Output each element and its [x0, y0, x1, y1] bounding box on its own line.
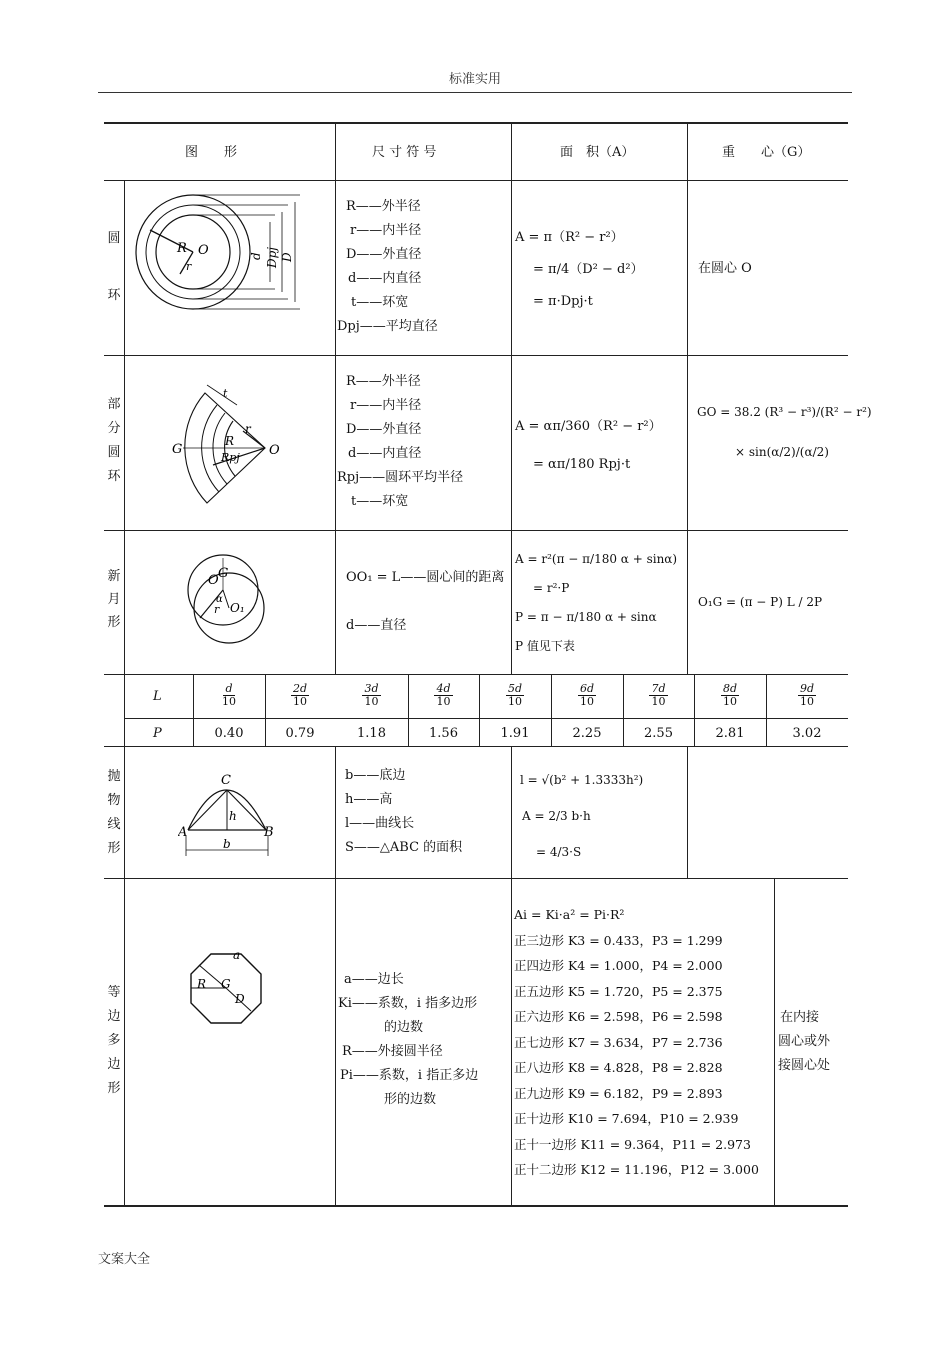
row-name-crescent	[106, 570, 122, 640]
ring-figure	[130, 190, 330, 315]
partial-ring-symbol: R——外半径	[346, 374, 421, 389]
polygon-symbol: Pi——系数，i 指正多边	[340, 1068, 479, 1083]
row-name-text	[106, 986, 122, 1095]
svg-text:D: D	[280, 252, 294, 262]
row-name-partial-ring	[106, 398, 122, 488]
p-table-P-cell: 1.56	[429, 726, 458, 741]
ring-symbols	[337, 195, 438, 339]
partial-ring-area	[515, 408, 662, 484]
p-table-P-cell: 1.91	[500, 726, 530, 741]
parabola-area-line: l = √(b² + 1.3333h²)	[520, 773, 644, 787]
row-rule	[124, 718, 848, 719]
polygon-symbols	[338, 968, 478, 1112]
svg-text:t: t	[223, 387, 228, 400]
ring-area-line: = π/4（D² − d²）	[533, 262, 644, 277]
row-name-char: 多	[107, 1033, 121, 1048]
p-table-L-cell: 2d 10	[292, 682, 308, 708]
svg-text:A: A	[178, 825, 188, 840]
row-name-text	[106, 232, 122, 302]
crescent-symbol: OO₁ = L——圆心间的距离	[346, 570, 505, 585]
row-name-char: 边	[107, 1009, 121, 1024]
row-name-char: 圆	[107, 231, 121, 246]
parabola-symbol: h——高	[345, 792, 393, 807]
ring-symbol: d——内直径	[348, 271, 422, 286]
svg-text:α: α	[216, 594, 223, 605]
p-table-P-cell: 3.02	[792, 726, 822, 741]
parabola-symbol: l——曲线长	[345, 816, 415, 831]
ring-symbol: Dpj——平均直径	[337, 319, 438, 334]
svg-text:b: b	[223, 837, 231, 851]
partial-ring-area-line: = απ/180 Rpj·t	[533, 457, 631, 472]
row-name-text	[106, 770, 122, 855]
partial-ring-symbol: d——内直径	[348, 446, 422, 461]
p-table-P-cell: 2.81	[715, 726, 745, 741]
parabola-figure	[178, 770, 278, 860]
p-table-L-label: L	[153, 689, 162, 704]
col-header-symbols: 尺 寸 符 号	[372, 145, 437, 160]
row-name-char: 形	[107, 841, 121, 856]
page-header: 标准实用	[448, 72, 501, 87]
partial-ring-centroid-line: × sin(α/2)/(α/2)	[735, 445, 829, 459]
polygon-symbol: Ki——系数，i 指多边形	[338, 996, 478, 1011]
p-table-P-cell: 2.55	[644, 726, 673, 741]
col-rule	[511, 122, 512, 674]
col-rule	[335, 746, 336, 1205]
polygon-centroid-line: 接圆心处	[778, 1058, 831, 1073]
table-bottom-rule	[104, 1205, 848, 1207]
p-table-P-cell: 0.40	[214, 726, 244, 741]
row-name-polygon	[106, 986, 122, 1096]
partial-ring-symbol: Rpj——圆环平均半径	[337, 470, 464, 485]
row-rule	[104, 674, 848, 675]
ring-symbol: R——外半径	[346, 199, 421, 214]
row-name-char: 形	[107, 1081, 121, 1096]
svg-text:Rpj: Rpj	[221, 451, 240, 464]
svg-text:Dpj: Dpj	[265, 246, 279, 268]
polygon-area-line: 正十边形 K10 = 7.694，P10 = 2.939	[514, 1111, 739, 1126]
polygon-centroid-line: 在内接	[780, 1010, 820, 1025]
row-name-char: 等	[107, 985, 121, 1000]
parabola-area-line: A = 2/3 b·h	[522, 809, 591, 823]
ring-centroid: 在圆心 O	[698, 261, 752, 276]
col-rule	[335, 122, 336, 674]
svg-text:O: O	[198, 243, 209, 258]
polygon-symbol: 形的边数	[384, 1092, 437, 1107]
svg-text:d: d	[249, 252, 263, 260]
ring-symbol: t——环宽	[351, 295, 409, 310]
svg-text:O: O	[208, 573, 219, 588]
partial-ring-symbol: t——环宽	[351, 494, 409, 509]
polygon-symbol: 的边数	[384, 1020, 424, 1035]
polygon-figure	[185, 945, 275, 1035]
svg-text:a: a	[233, 948, 241, 962]
polygon-area-line: 正十二边形 K12 = 11.196，P12 = 3.000	[514, 1162, 759, 1177]
polygon-area-line: 正五边形 K5 = 1.720，P5 = 2.375	[514, 983, 723, 999]
col-rule	[511, 746, 512, 1205]
p-table-L-cell: 8d 10	[722, 682, 738, 708]
crescent-area-line: P 值见下表	[515, 639, 575, 653]
svg-text:G: G	[221, 977, 231, 991]
crescent-area	[515, 545, 677, 661]
polygon-area-line: 正四边形 K4 = 1.000，P4 = 2.000	[514, 958, 723, 973]
svg-text:r: r	[214, 603, 220, 616]
col-header-shape: 图 形	[185, 145, 238, 160]
p-table-L-cell: 9d 10	[799, 682, 815, 708]
p-table-L-cell: 3d 10	[364, 682, 379, 708]
row-rule	[104, 530, 848, 531]
parabola-symbol: S——△ABC 的面积	[345, 840, 463, 855]
crescent-area-line: A = r²(π − π/180 α + sinα)	[515, 552, 678, 566]
svg-text:G: G	[218, 566, 229, 581]
polygon-area-line: 正六边形 K6 = 2.598，P6 = 2.598	[514, 1009, 723, 1024]
row-rule	[104, 355, 848, 356]
partial-ring-symbol: D——外直径	[346, 422, 422, 437]
polygon-symbol: a——边长	[344, 972, 404, 987]
row-name-char: 物	[107, 793, 121, 808]
polygon-symbol: R——外接圆半径	[342, 1044, 443, 1059]
svg-text:r: r	[245, 422, 251, 436]
row-name-char: 线	[107, 817, 121, 832]
crescent-area-line: = r²·P	[533, 581, 570, 595]
col-header-area: 面 积（A）	[560, 145, 635, 160]
crescent-symbol: d——直径	[346, 618, 407, 633]
svg-text:R: R	[177, 241, 187, 256]
table-top-rule	[104, 122, 848, 124]
polygon-area-line: 正八边形 K8 = 4.828，P8 = 2.828	[514, 1060, 723, 1075]
ring-area-line: = π·Dpj·t	[533, 294, 593, 309]
row-name-char: 新	[107, 569, 121, 584]
ring-area	[515, 222, 644, 318]
p-table-L-cell: 6d 10	[579, 682, 595, 708]
ring-area-line: A = π（R² − r²）	[515, 230, 624, 245]
crescent-figure	[180, 548, 280, 653]
col-rule	[687, 122, 688, 674]
row-name-parabola	[106, 770, 122, 860]
polygon-area-line: 正七边形 K7 = 3.634，P7 = 2.736	[514, 1034, 723, 1050]
col-rule	[774, 878, 775, 1205]
p-table-L-cell: 4d 10	[436, 682, 451, 708]
row-name-char: 圆	[107, 445, 121, 460]
svg-text:O: O	[269, 443, 280, 458]
page-footer: 文案大全	[98, 1252, 151, 1267]
ring-symbol: r——内半径	[350, 223, 422, 238]
polygon-area-line: 正九边形 K9 = 6.182，P9 = 2.893	[514, 1085, 723, 1101]
crescent-symbols	[346, 566, 504, 638]
row-name-char: 边	[107, 1057, 121, 1072]
partial-ring-centroid-line: GO = 38.2 (R³ − r³)/(R² − r²)	[697, 405, 872, 419]
parabola-area	[520, 762, 643, 870]
crescent-area-line: P = π − π/180 α + sinα	[515, 610, 657, 624]
svg-text:R: R	[197, 977, 207, 991]
polygon-centroid-line: 圆心或外	[778, 1034, 831, 1049]
polygon-area	[514, 902, 759, 1183]
row-name-text	[106, 398, 122, 483]
col-rule	[687, 746, 688, 878]
p-table-P-label: P	[153, 726, 162, 741]
parabola-area-line: = 4/3·S	[536, 845, 582, 859]
p-table-P-cell: 2.25	[572, 726, 602, 741]
p-table-P-cell: 0.79	[285, 726, 315, 741]
svg-text:O₁: O₁	[230, 601, 245, 615]
p-table-L-cell: 7d 10	[651, 682, 666, 708]
row-name-char: 环	[107, 288, 121, 303]
svg-text:r: r	[186, 260, 192, 273]
row-name-char: 分	[107, 421, 121, 436]
row-rule	[104, 878, 848, 879]
row-name-text	[106, 570, 122, 629]
parabola-symbol: b——底边	[345, 768, 406, 783]
col-rule	[124, 180, 125, 1205]
svg-text:B: B	[264, 825, 274, 840]
row-name-ring	[106, 232, 122, 312]
p-table-L-cell: d 10	[222, 682, 236, 708]
row-name-char: 形	[107, 615, 121, 630]
row-name-char: 部	[107, 397, 121, 412]
svg-text:R: R	[225, 434, 235, 448]
p-table-L-cell: 5d 10	[507, 682, 523, 708]
partial-ring-symbols	[337, 370, 463, 514]
polygon-area-line: 正三边形 K3 = 0.433，P3 = 1.299	[514, 932, 723, 948]
polygon-centroid	[778, 1006, 830, 1078]
polygon-area-line: 正十一边形 K11 = 9.364，P11 = 2.973	[514, 1136, 751, 1152]
parabola-symbols	[345, 764, 462, 860]
p-table-P-cell: 1.18	[357, 726, 386, 741]
svg-text:h: h	[229, 809, 237, 823]
partial-ring-figure	[165, 375, 295, 515]
row-name-char: 抛	[107, 769, 121, 784]
svg-text:C: C	[221, 773, 231, 788]
svg-text:D: D	[235, 992, 245, 1006]
row-name-char: 月	[107, 592, 121, 607]
polygon-area-line: Ai = Ki·a² = Pi·R²	[514, 907, 625, 922]
ring-symbol: D——外直径	[346, 247, 422, 262]
row-rule	[104, 746, 848, 747]
partial-ring-area-line: A = απ/360（R² − r²）	[515, 419, 662, 434]
partial-ring-symbol: r——内半径	[350, 398, 422, 413]
col-header-centroid: 重 心（G）	[722, 145, 811, 160]
partial-ring-centroid	[697, 392, 872, 472]
row-rule	[104, 180, 848, 181]
row-name-char: 环	[107, 469, 121, 484]
svg-text:G: G	[172, 442, 183, 457]
crescent-centroid: O₁G = (π − P) L / 2P	[698, 595, 823, 609]
